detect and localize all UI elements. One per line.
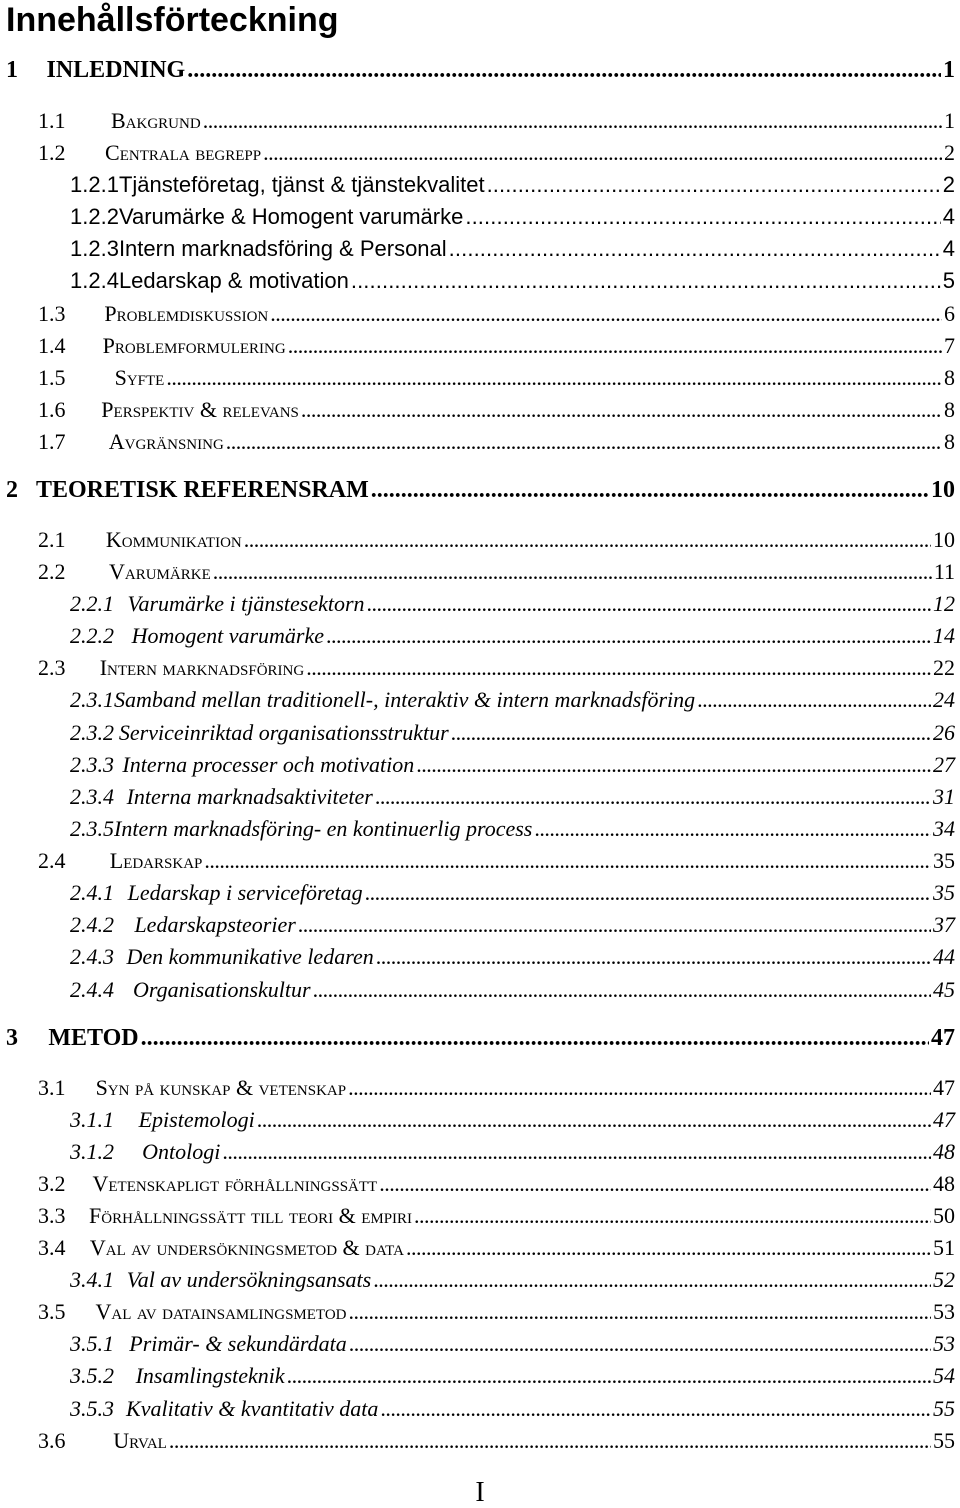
toc-entry-page-number: 26 xyxy=(933,719,955,745)
toc-entry[interactable] xyxy=(38,333,955,359)
dot-leader xyxy=(487,172,941,198)
page-number-footer: I xyxy=(475,1477,485,1508)
toc-entry-title: Val av undersökningsansats xyxy=(126,1266,372,1292)
toc-entry[interactable] xyxy=(70,1139,955,1165)
dot-leader xyxy=(449,236,941,262)
toc-entry-number: 2.3.3 xyxy=(70,751,114,777)
toc-entry[interactable] xyxy=(38,655,955,681)
toc-entry[interactable] xyxy=(38,301,955,327)
dot-leader xyxy=(313,977,931,1003)
toc-entry-number: 3.1 xyxy=(38,1074,66,1100)
toc-entry[interactable] xyxy=(38,429,955,455)
toc-entry-page-number: 7 xyxy=(944,332,955,358)
toc-entry-number: 1.7 xyxy=(38,428,66,454)
toc-entry-number: 1 xyxy=(6,56,18,83)
toc-entry-page-number: 47 xyxy=(933,1106,955,1132)
toc-entry-number: 3.4 xyxy=(38,1234,66,1260)
toc-entry-number: 3.1.2 xyxy=(70,1138,114,1164)
toc-entry-number: 2.3.1 xyxy=(70,686,114,712)
toc-entry[interactable] xyxy=(70,816,955,842)
toc-entry[interactable] xyxy=(6,477,955,504)
dot-leader xyxy=(203,108,942,134)
toc-entry[interactable] xyxy=(38,527,955,553)
toc-entry-page-number: 8 xyxy=(944,364,955,390)
dot-leader xyxy=(169,1428,931,1454)
toc-entry-page-number: 1 xyxy=(943,56,955,83)
toc-entry-title: Ledarskap i serviceföretag xyxy=(127,879,363,905)
toc-entry-title: Varumärke xyxy=(109,558,211,584)
toc-entry-page-number: 31 xyxy=(933,783,955,809)
toc-entry-title: Kommunikation xyxy=(105,526,242,552)
toc-entry-page-number: 12 xyxy=(933,590,955,616)
dot-leader xyxy=(287,1363,931,1389)
dot-leader xyxy=(416,752,931,778)
toc-entry-number: 1.4 xyxy=(38,332,66,358)
toc-entry-number: 3.5.3 xyxy=(70,1395,114,1421)
toc-entry-title: Intern marknadsföring xyxy=(99,654,305,680)
dot-leader xyxy=(406,1235,931,1261)
toc-entry-number: 2.3 xyxy=(38,654,66,680)
dot-leader xyxy=(213,559,932,585)
dot-leader xyxy=(414,1203,931,1229)
toc-entry-page-number: 8 xyxy=(944,396,955,422)
toc-entry-page-number: 2 xyxy=(942,171,955,197)
toc-entry-title: Perspektiv & relevans xyxy=(101,396,299,422)
toc-entry-title: Problemformulering xyxy=(102,332,286,358)
toc-entry-page-number: 35 xyxy=(933,847,955,873)
toc-entry-title: Homogent varumärke xyxy=(131,622,325,648)
toc-entry[interactable] xyxy=(70,977,955,1003)
toc-entry-page-number: 52 xyxy=(933,1266,955,1292)
dot-leader xyxy=(379,1171,931,1197)
dot-leader xyxy=(376,944,931,970)
toc-entry-title: Förhållningssätt till teori & empiri xyxy=(89,1202,413,1228)
toc-entry-title: Epistemologi xyxy=(138,1106,255,1132)
toc-entry-number: 2.2 xyxy=(38,558,66,584)
toc-entry-number: 2.1 xyxy=(38,526,66,552)
toc-entry-number: 1.2.4 xyxy=(70,267,119,293)
toc-entry-page-number: 50 xyxy=(933,1202,955,1228)
toc-entry-number: 1.2.3 xyxy=(70,235,119,261)
toc-entry-number: 1.2 xyxy=(38,139,66,165)
toc-entry[interactable] xyxy=(38,1428,955,1454)
toc-entry-page-number: 55 xyxy=(933,1427,955,1453)
toc-entry-page-number: 10 xyxy=(931,476,955,503)
toc-entry-title: Urval xyxy=(113,1427,167,1453)
toc-entry-page-number: 47 xyxy=(933,1074,955,1100)
dot-leader xyxy=(348,1075,931,1101)
dot-leader xyxy=(367,591,931,617)
toc-entry-page-number: 14 xyxy=(933,622,955,648)
toc-entry[interactable] xyxy=(70,236,955,262)
toc-entry[interactable] xyxy=(38,140,955,166)
toc-entry-number: 1.6 xyxy=(38,396,66,422)
toc-entry-title: Tjänsteföretag, tjänst & tjänstekvalitet xyxy=(118,171,485,197)
dot-leader xyxy=(244,527,931,553)
toc-entry[interactable] xyxy=(38,559,955,585)
toc-entry-title: Problemdiskussion xyxy=(104,300,269,326)
toc-entry[interactable] xyxy=(70,623,955,649)
toc-entry-page-number: 34 xyxy=(933,815,955,841)
dot-leader xyxy=(326,623,931,649)
toc-entry-number: 1.5 xyxy=(38,364,66,390)
toc-entry-number: 2.4.3 xyxy=(70,943,114,969)
toc-entry-number: 1.2.1 xyxy=(70,171,119,197)
toc-entry-page-number: 54 xyxy=(933,1362,955,1388)
toc-entry-title: Centrala begrepp xyxy=(105,139,262,165)
toc-entry[interactable] xyxy=(70,1396,955,1422)
toc-entry-page-number: 22 xyxy=(933,654,955,680)
toc-entry[interactable] xyxy=(70,880,955,906)
toc-entry[interactable] xyxy=(70,687,955,713)
toc-entry-page-number: 6 xyxy=(944,300,955,326)
toc-entry-page-number: 44 xyxy=(933,943,955,969)
toc-entry-page-number: 47 xyxy=(931,1024,955,1051)
toc-entry-number: 1.1 xyxy=(38,107,66,133)
toc-entry[interactable] xyxy=(38,848,955,874)
dot-leader xyxy=(141,1025,929,1052)
toc-entry-title: Primär- & sekundärdata xyxy=(129,1330,347,1356)
toc-entry-page-number: 51 xyxy=(933,1234,955,1260)
toc-entry[interactable] xyxy=(38,108,955,134)
dot-leader xyxy=(263,140,942,166)
toc-entry-title: Insamlingsteknik xyxy=(135,1362,285,1388)
toc-entry-page-number: 35 xyxy=(933,879,955,905)
dot-leader xyxy=(270,301,942,327)
toc-entry-number: 2.4.2 xyxy=(70,911,114,937)
toc-entry-page-number: 8 xyxy=(944,428,955,454)
dot-leader xyxy=(349,1299,932,1325)
toc-entry-title: Ledarskap xyxy=(109,847,203,873)
toc-entry[interactable] xyxy=(38,1235,955,1261)
dot-leader xyxy=(373,1267,931,1293)
toc-entry-title: Intern marknadsföring- en kontinuerlig process xyxy=(114,815,533,841)
toc-entry-title: Den kommunikative ledaren xyxy=(126,943,374,969)
toc-entry-title: Interna processer och motivation xyxy=(122,751,415,777)
toc-entry-title: Ledarskap & motivation xyxy=(118,267,349,293)
toc-entry-page-number: 45 xyxy=(933,976,955,1002)
toc-entry[interactable] xyxy=(70,1331,955,1357)
toc-entry-page-number: 2 xyxy=(944,139,955,165)
toc-entry-page-number: 24 xyxy=(933,686,955,712)
dot-leader xyxy=(365,880,931,906)
toc-entry-number: 1.3 xyxy=(38,300,66,326)
toc-entry[interactable] xyxy=(70,912,955,938)
toc-entry[interactable] xyxy=(70,172,955,198)
toc-entry-number: 3.5 xyxy=(38,1298,66,1324)
toc-entry-number: 1.2.2 xyxy=(70,203,119,229)
toc-entry-number: 2.4.4 xyxy=(70,976,114,1002)
toc-entry-number: 2.3.5 xyxy=(70,815,114,841)
dot-leader xyxy=(306,655,931,681)
toc-entry-title: Samband mellan traditionell-, interaktiv & intern marknadsföring xyxy=(114,686,696,712)
toc-entry-number: 3.2 xyxy=(38,1170,66,1196)
toc-entry[interactable] xyxy=(70,944,955,970)
toc-entry-title: Kvalitativ & kvantitativ data xyxy=(126,1395,379,1421)
toc-entry[interactable] xyxy=(6,1025,955,1052)
toc-entry-number: 3.5.2 xyxy=(70,1362,114,1388)
toc-entry-number: 3.1.1 xyxy=(70,1106,114,1132)
dot-leader xyxy=(204,848,931,874)
toc-entry-page-number: 4 xyxy=(942,235,955,261)
dot-leader xyxy=(166,365,942,391)
dot-leader xyxy=(534,816,931,842)
toc-entry[interactable] xyxy=(70,591,955,617)
toc-entry-page-number: 10 xyxy=(933,526,955,552)
dot-leader xyxy=(288,333,942,359)
dot-leader xyxy=(226,429,942,455)
toc-entry-page-number: 48 xyxy=(933,1170,955,1196)
toc-entry-number: 3.6 xyxy=(38,1427,66,1453)
toc-entry-title: Ontologi xyxy=(142,1138,221,1164)
toc-entry[interactable] xyxy=(38,397,955,423)
toc-entry-title: Varumärke i tjänstesektorn xyxy=(127,590,365,616)
toc-entry-title: TEORETISK REFERENSRAM xyxy=(36,476,369,503)
toc-entry-number: 2 xyxy=(6,476,18,503)
toc-entry-page-number: 37 xyxy=(933,911,955,937)
toc-entry-page-number: 55 xyxy=(933,1395,955,1421)
dot-leader xyxy=(375,784,931,810)
toc-entry[interactable] xyxy=(70,1107,955,1133)
dot-leader xyxy=(697,687,931,713)
toc-entry[interactable] xyxy=(70,204,955,230)
toc-entry-page-number: 11 xyxy=(933,558,955,584)
toc-entry-title: Avgränsning xyxy=(108,428,224,454)
toc-entry-number: 2.4.1 xyxy=(70,879,114,905)
toc-entry[interactable] xyxy=(70,784,955,810)
toc-entry-title: Val av undersökningsmetod & data xyxy=(89,1234,404,1260)
dot-leader xyxy=(380,1396,931,1422)
toc-entry[interactable] xyxy=(38,1171,955,1197)
toc-entry-number: 3 xyxy=(6,1024,18,1051)
dot-leader xyxy=(222,1139,931,1165)
toc-entry-page-number: 53 xyxy=(933,1298,955,1324)
toc-entry-number: 3.5.1 xyxy=(70,1330,114,1356)
toc-entry-page-number: 5 xyxy=(942,267,955,293)
toc-entry-title: METOD xyxy=(48,1024,139,1051)
dot-leader xyxy=(349,1331,931,1357)
toc-entry-page-number: 4 xyxy=(942,203,955,229)
toc-entry-number: 2.2.1 xyxy=(70,590,114,616)
toc-entry-page-number: 53 xyxy=(933,1330,955,1356)
toc-entry-title: Syn på kunskap & vetenskap xyxy=(95,1074,347,1100)
dot-leader xyxy=(187,57,941,84)
dot-leader xyxy=(371,477,929,504)
dot-leader xyxy=(301,397,942,423)
toc-entry[interactable] xyxy=(70,1363,955,1389)
toc-entry-page-number: 27 xyxy=(933,751,955,777)
toc-entry-title: Val av datainsamlingsmetod xyxy=(95,1298,347,1324)
toc-entry[interactable] xyxy=(38,1075,955,1101)
toc-entry[interactable] xyxy=(70,1267,955,1293)
toc-entry-title: Interna marknadsaktiviteter xyxy=(126,783,373,809)
toc-entry-title: Varumärke & Homogent varumärke xyxy=(118,203,464,229)
toc-entry[interactable] xyxy=(38,1203,955,1229)
toc-entry-title: Intern marknadsföring & Personal xyxy=(118,235,447,261)
toc-entry[interactable] xyxy=(6,57,955,84)
toc-entry-number: 2.3.2 xyxy=(70,719,114,745)
toc-entry[interactable] xyxy=(38,365,955,391)
toc-entry-number: 2.2.2 xyxy=(70,622,114,648)
toc-entry[interactable] xyxy=(70,720,955,746)
toc-entry-number: 2.3.4 xyxy=(70,783,114,809)
dot-leader xyxy=(465,204,940,230)
page-title: Innehållsförteckning xyxy=(6,1,339,39)
dot-leader xyxy=(451,720,931,746)
toc-entry-page-number: 1 xyxy=(944,107,955,133)
toc-entry-title: INLEDNING xyxy=(46,56,186,83)
toc-entry-title: Ledarskapsteorier xyxy=(134,911,296,937)
toc-entry-number: 3.3 xyxy=(38,1202,66,1228)
toc-entry-page-number: 48 xyxy=(933,1138,955,1164)
toc-entry-number: 2.4 xyxy=(38,847,66,873)
toc-entry-title: Syfte xyxy=(114,364,165,390)
toc-entry-title: Vetenskapligt förhållningssätt xyxy=(92,1170,378,1196)
dot-leader xyxy=(298,912,931,938)
toc-entry-title: Bakgrund xyxy=(111,107,201,133)
toc-entry-title: Organisationskultur xyxy=(132,976,311,1002)
dot-leader xyxy=(351,268,941,294)
toc-entry-title: Serviceinriktad organisationsstruktur xyxy=(118,719,449,745)
toc-entry[interactable] xyxy=(70,268,955,294)
dot-leader xyxy=(257,1107,931,1133)
toc-entry[interactable] xyxy=(70,752,955,778)
toc-entry[interactable] xyxy=(38,1299,955,1325)
toc-entry-number: 3.4.1 xyxy=(70,1266,114,1292)
